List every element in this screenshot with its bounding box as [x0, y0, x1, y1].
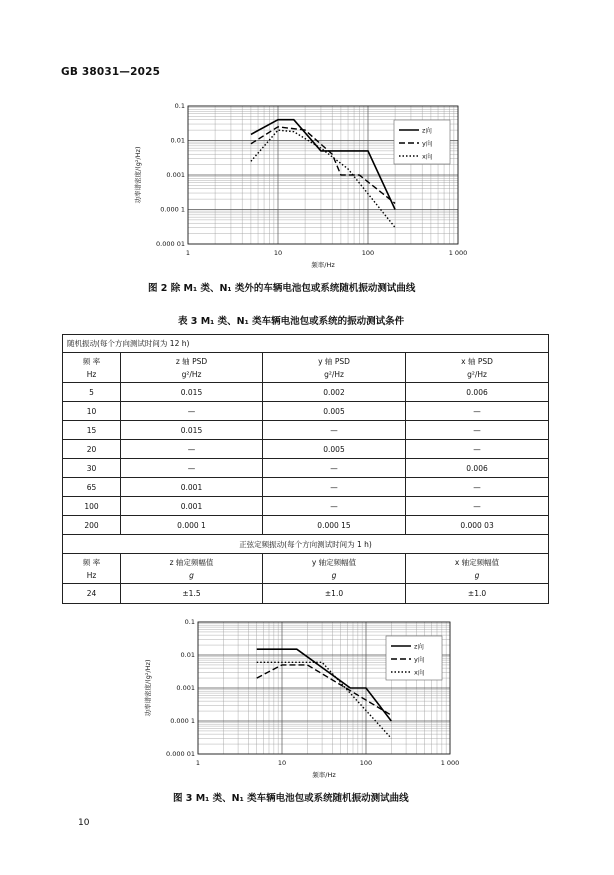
- table-cell: 20: [63, 440, 121, 459]
- y-tick-label: 0.000 01: [166, 750, 195, 759]
- y-axis-label: 功率谱密度/(g²/Hz): [144, 659, 152, 717]
- table-row: [63, 402, 549, 421]
- table-cell: 0.000 03: [406, 516, 549, 535]
- z-amplitude-header: z 轴定频幅值 g: [121, 554, 263, 584]
- table-cell: 0.001: [121, 478, 263, 497]
- y-psd-header: y 轴 PSD g²/Hz: [263, 353, 406, 383]
- table-row: [63, 459, 549, 478]
- table-cell: 0.000 15: [263, 516, 406, 535]
- table-cell: 65: [63, 478, 121, 497]
- table-cell: 0.006: [406, 459, 549, 478]
- x-axis-label: 频率/Hz: [311, 261, 335, 269]
- table-cell: 30: [63, 459, 121, 478]
- x-tick-label: 10: [273, 249, 283, 257]
- table-row: [63, 478, 549, 497]
- series-line-dotted: [257, 662, 392, 738]
- table-cell: —: [263, 478, 406, 497]
- y-tick-label: 0.000 01: [156, 240, 185, 249]
- y-tick-label: 0.000 1: [170, 717, 195, 726]
- legend-label: z向: [422, 126, 432, 135]
- figure-2-caption: 图 2 除 M₁ 类、N₁ 类外的车辆电池包或系统随机振动测试曲线: [148, 283, 416, 294]
- random-vibration-title: 随机振动(每个方向测试时间为 12 h): [63, 335, 549, 353]
- table-cell: 15: [63, 421, 121, 440]
- table-cell: 200: [63, 516, 121, 535]
- x-amplitude-header: x 轴定频幅值 g: [406, 554, 549, 584]
- table-cell: —: [406, 478, 549, 497]
- table-row: [63, 421, 549, 440]
- table-cell: ±1.5: [121, 584, 263, 604]
- table-cell: 0.015: [121, 421, 263, 440]
- figure-3-chart: [138, 614, 478, 784]
- legend-label: y向: [422, 139, 433, 148]
- figure-2-chart: [110, 98, 480, 270]
- table-row: [63, 497, 549, 516]
- table-cell: 0.006: [406, 383, 549, 402]
- table-cell: 0.005: [263, 402, 406, 421]
- x-tick-label: 100: [361, 249, 375, 257]
- table-cell: 10: [63, 402, 121, 421]
- page-number: 10: [78, 818, 90, 828]
- table-cell: 0.001: [121, 497, 263, 516]
- y-amplitude-header: y 轴定频幅值 g: [263, 554, 406, 584]
- y-tick-label: 0.000 1: [160, 205, 185, 214]
- table-cell: —: [263, 459, 406, 478]
- x-tick-label: 100: [359, 759, 373, 767]
- table-3-caption: 表 3 M₁ 类、N₁ 类车辆电池包或系统的振动测试条件: [178, 316, 405, 327]
- figure-3-caption: 图 3 M₁ 类、N₁ 类车辆电池包或系统随机振动测试曲线: [173, 793, 409, 804]
- legend-label: z向: [414, 642, 424, 651]
- series-line-dashed: [251, 127, 395, 204]
- z-psd-header: z 轴 PSD g²/Hz: [121, 353, 263, 383]
- y-axis-label: 功率谱密度/(g²/Hz): [134, 146, 142, 204]
- table-cell: ±1.0: [406, 584, 549, 604]
- x-tick-label: 1 000: [448, 249, 468, 257]
- table-cell: —: [263, 497, 406, 516]
- x-tick-label: 1: [185, 249, 191, 257]
- y-tick-label: 0.1: [184, 618, 195, 627]
- x-axis-label: 频率/Hz: [312, 771, 336, 779]
- table-cell: —: [406, 421, 549, 440]
- legend-label: x向: [414, 668, 425, 677]
- table-cell: 5: [63, 383, 121, 402]
- table-cell: 100: [63, 497, 121, 516]
- legend-label: y向: [414, 655, 425, 664]
- y-tick-label: 0.1: [174, 102, 185, 111]
- table-cell: 0.002: [263, 383, 406, 402]
- x-tick-label: 10: [277, 759, 287, 767]
- table-cell: 0.005: [263, 440, 406, 459]
- standard-header: GB 38031—2025: [61, 66, 161, 78]
- sine-freq-header: 频 率 Hz: [63, 554, 121, 584]
- y-tick-label: 0.001: [166, 171, 185, 180]
- table-cell: 0.015: [121, 383, 263, 402]
- x-tick-label: 1 000: [440, 759, 460, 767]
- table-cell: ±1.0: [263, 584, 406, 604]
- y-tick-label: 0.01: [180, 651, 195, 660]
- sine-vibration-title: 正弦定频振动(每个方向测试时间为 1 h): [63, 535, 549, 554]
- table-row: [63, 440, 549, 459]
- vibration-conditions-table: [62, 334, 549, 604]
- table-cell: 0.000 1: [121, 516, 263, 535]
- table-cell: —: [121, 402, 263, 421]
- table-cell: —: [121, 459, 263, 478]
- table-cell: —: [406, 440, 549, 459]
- table-row: [63, 516, 549, 535]
- table-row: [63, 383, 549, 402]
- table-cell: —: [263, 421, 406, 440]
- x-tick-label: 1: [195, 759, 201, 767]
- table-cell: —: [121, 440, 263, 459]
- table-cell: —: [406, 402, 549, 421]
- legend-label: x向: [422, 152, 433, 161]
- x-psd-header: x 轴 PSD g²/Hz: [406, 353, 549, 383]
- table-cell: 24: [63, 584, 121, 604]
- table-row: [63, 584, 549, 604]
- random-freq-header: 频 率 Hz: [63, 353, 121, 383]
- y-tick-label: 0.01: [170, 136, 185, 145]
- table-cell: —: [406, 497, 549, 516]
- y-tick-label: 0.001: [176, 684, 195, 693]
